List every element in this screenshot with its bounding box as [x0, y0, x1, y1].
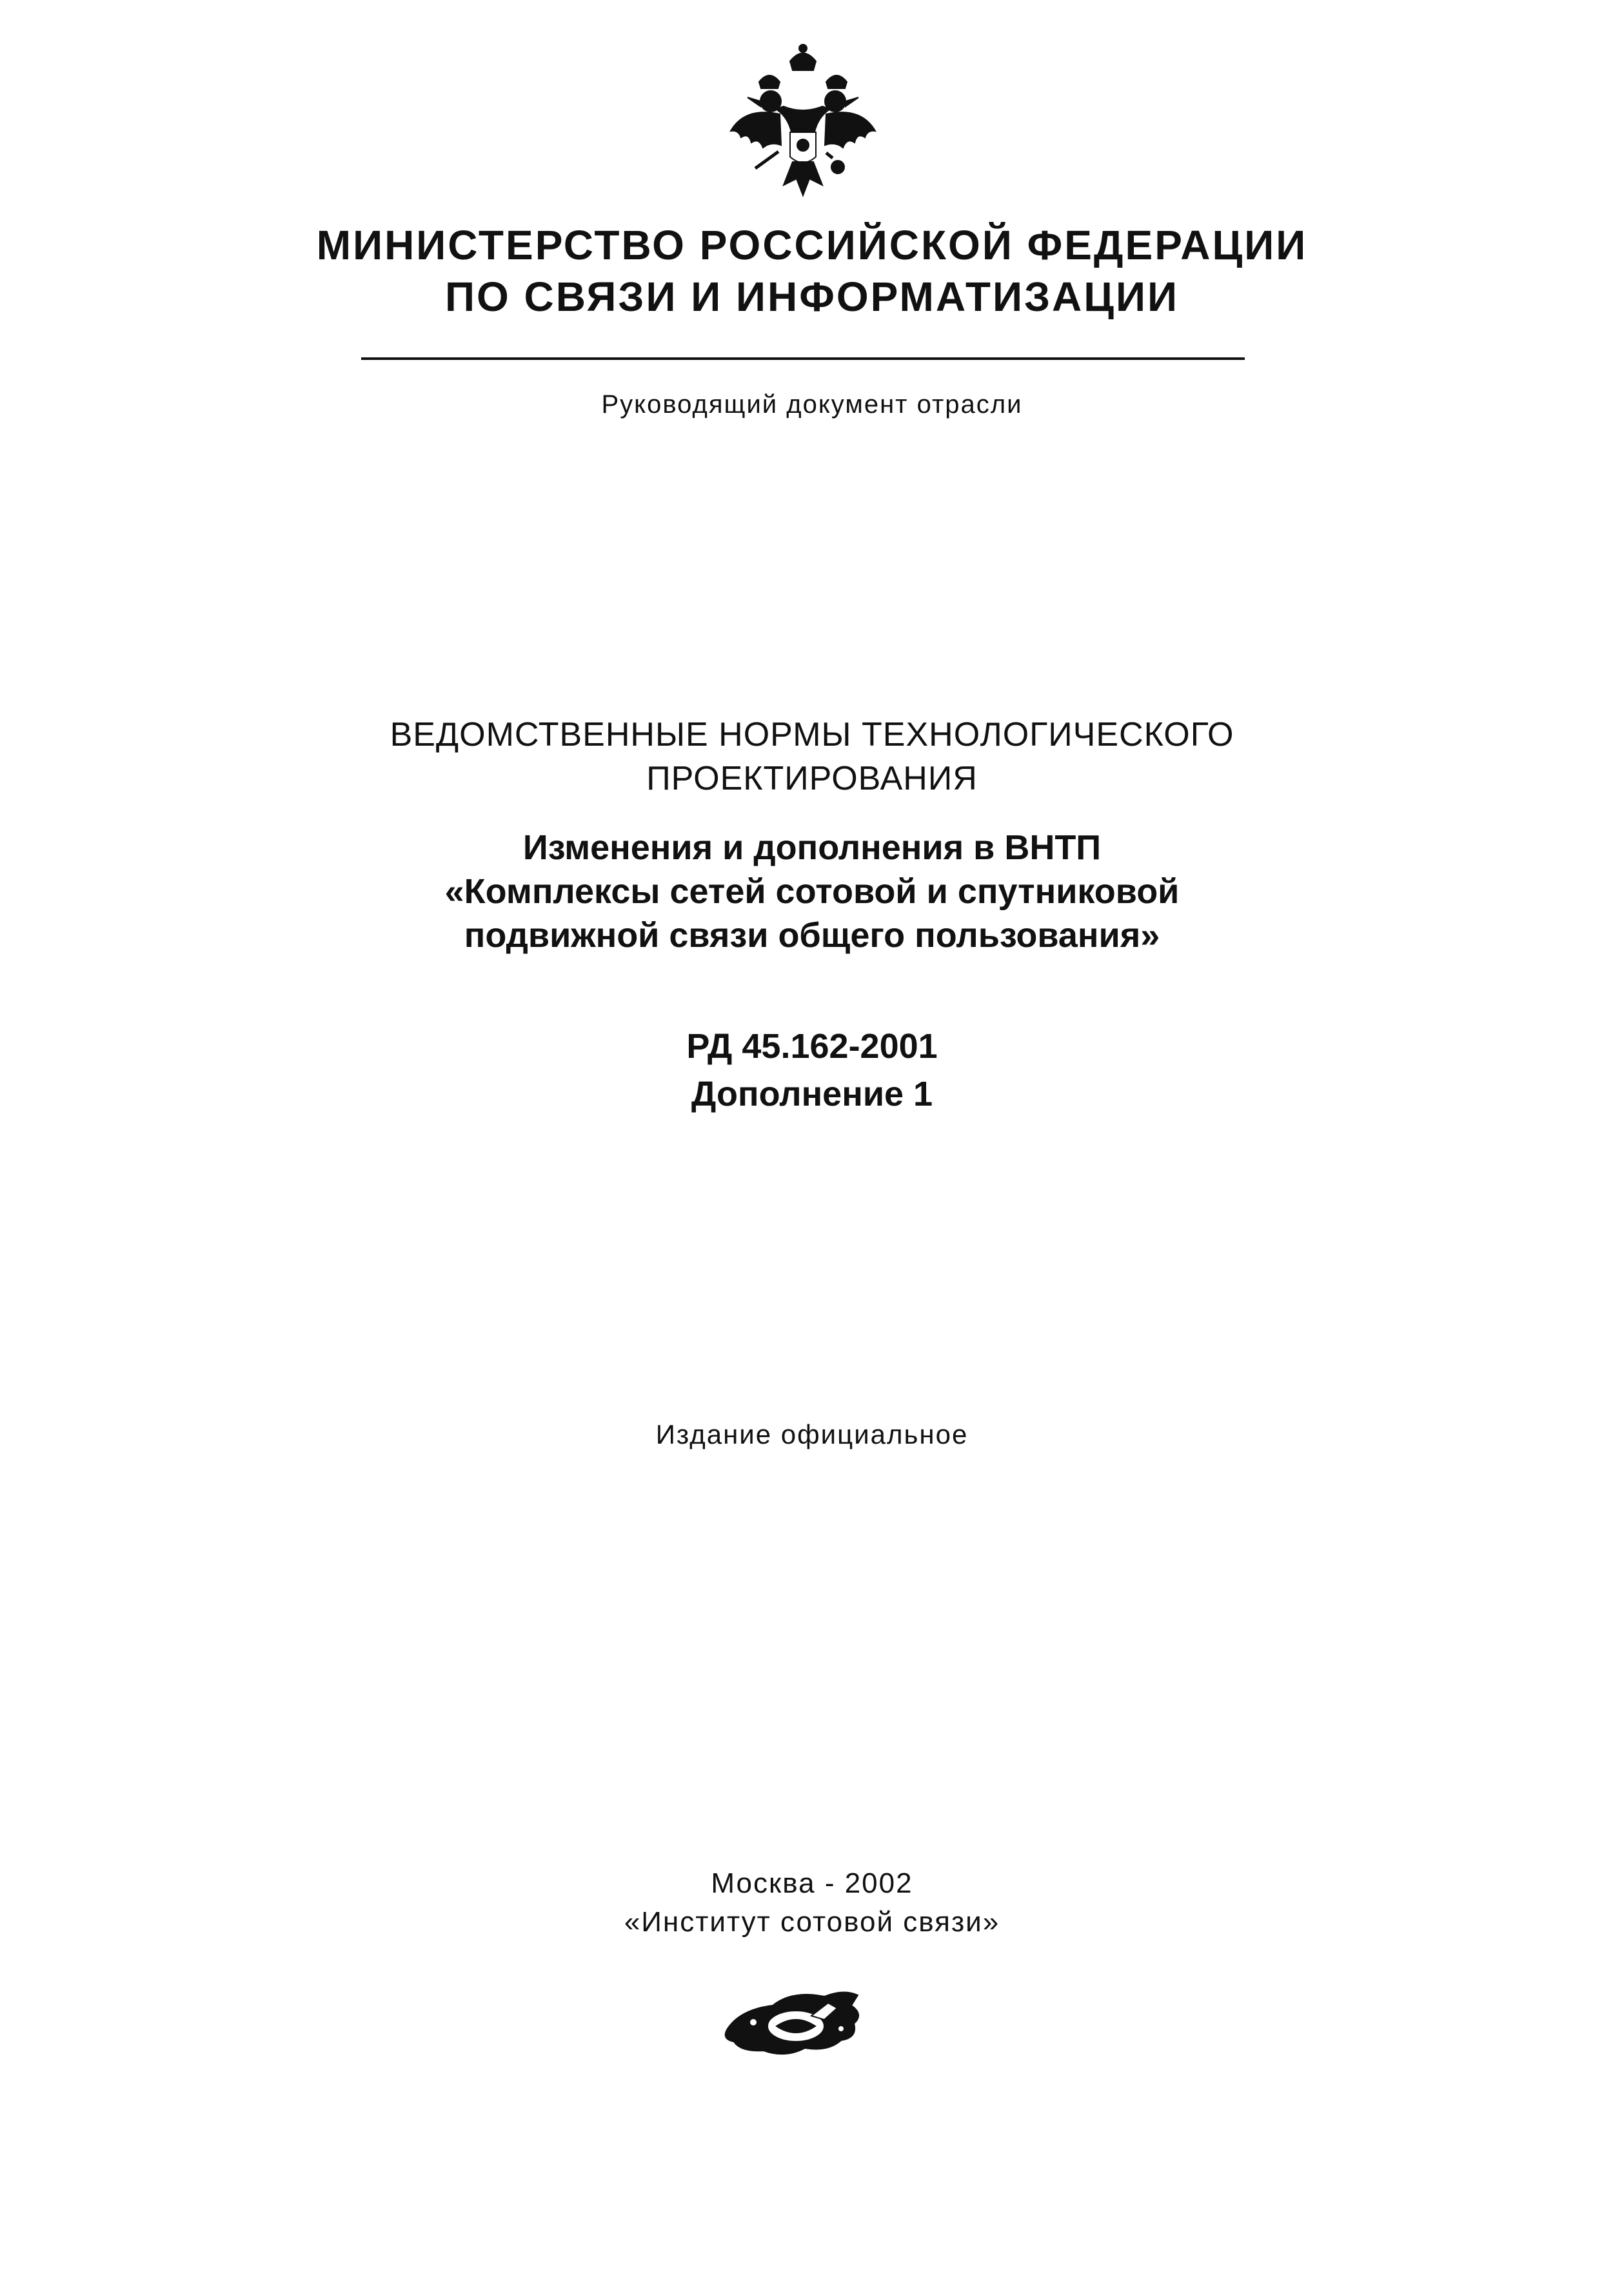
document-supplement: Дополнение 1 [691, 1075, 933, 1113]
ministry-title-line-1: МИНИСТЕРСТВО РОССИЙСКОЙ ФЕДЕРАЦИИ [316, 222, 1308, 268]
ministry-title [0, 219, 1624, 323]
header-divider [361, 357, 1245, 360]
city-year: Москва - 2002 [711, 1867, 913, 1899]
document-code [0, 1022, 1624, 1118]
globe-map-logo-icon [715, 1977, 876, 2064]
changes-title-line-3: подвижной связи общего пользования» [464, 916, 1160, 955]
changes-title-line-1: Изменения и дополнения в ВНТП [522, 828, 1102, 867]
changes-title [0, 826, 1624, 957]
document-number: РД 45.162-2001 [686, 1027, 938, 1066]
double-headed-eagle-icon [726, 42, 880, 203]
norms-title-line-1: ВЕДОМСТВЕННЫЕ НОРМЫ ТЕХНОЛОГИЧЕСКОГО [390, 716, 1234, 753]
norms-title-line-2: ПРОЕКТИРОВАНИЯ [646, 760, 978, 797]
publisher-block [0, 1864, 1624, 1942]
norms-title [0, 713, 1624, 801]
document-type: Руководящий документ отрасли [601, 390, 1023, 419]
edition-note: Издание официальное [655, 1419, 969, 1449]
publisher-name: «Институт сотовой связи» [624, 1906, 1000, 1938]
ministry-title-line-2: ПО СВЯЗИ И ИНФОРМАТИЗАЦИИ [444, 274, 1180, 320]
changes-title-line-2: «Комплексы сетей сотовой и спутниковой [444, 872, 1180, 911]
